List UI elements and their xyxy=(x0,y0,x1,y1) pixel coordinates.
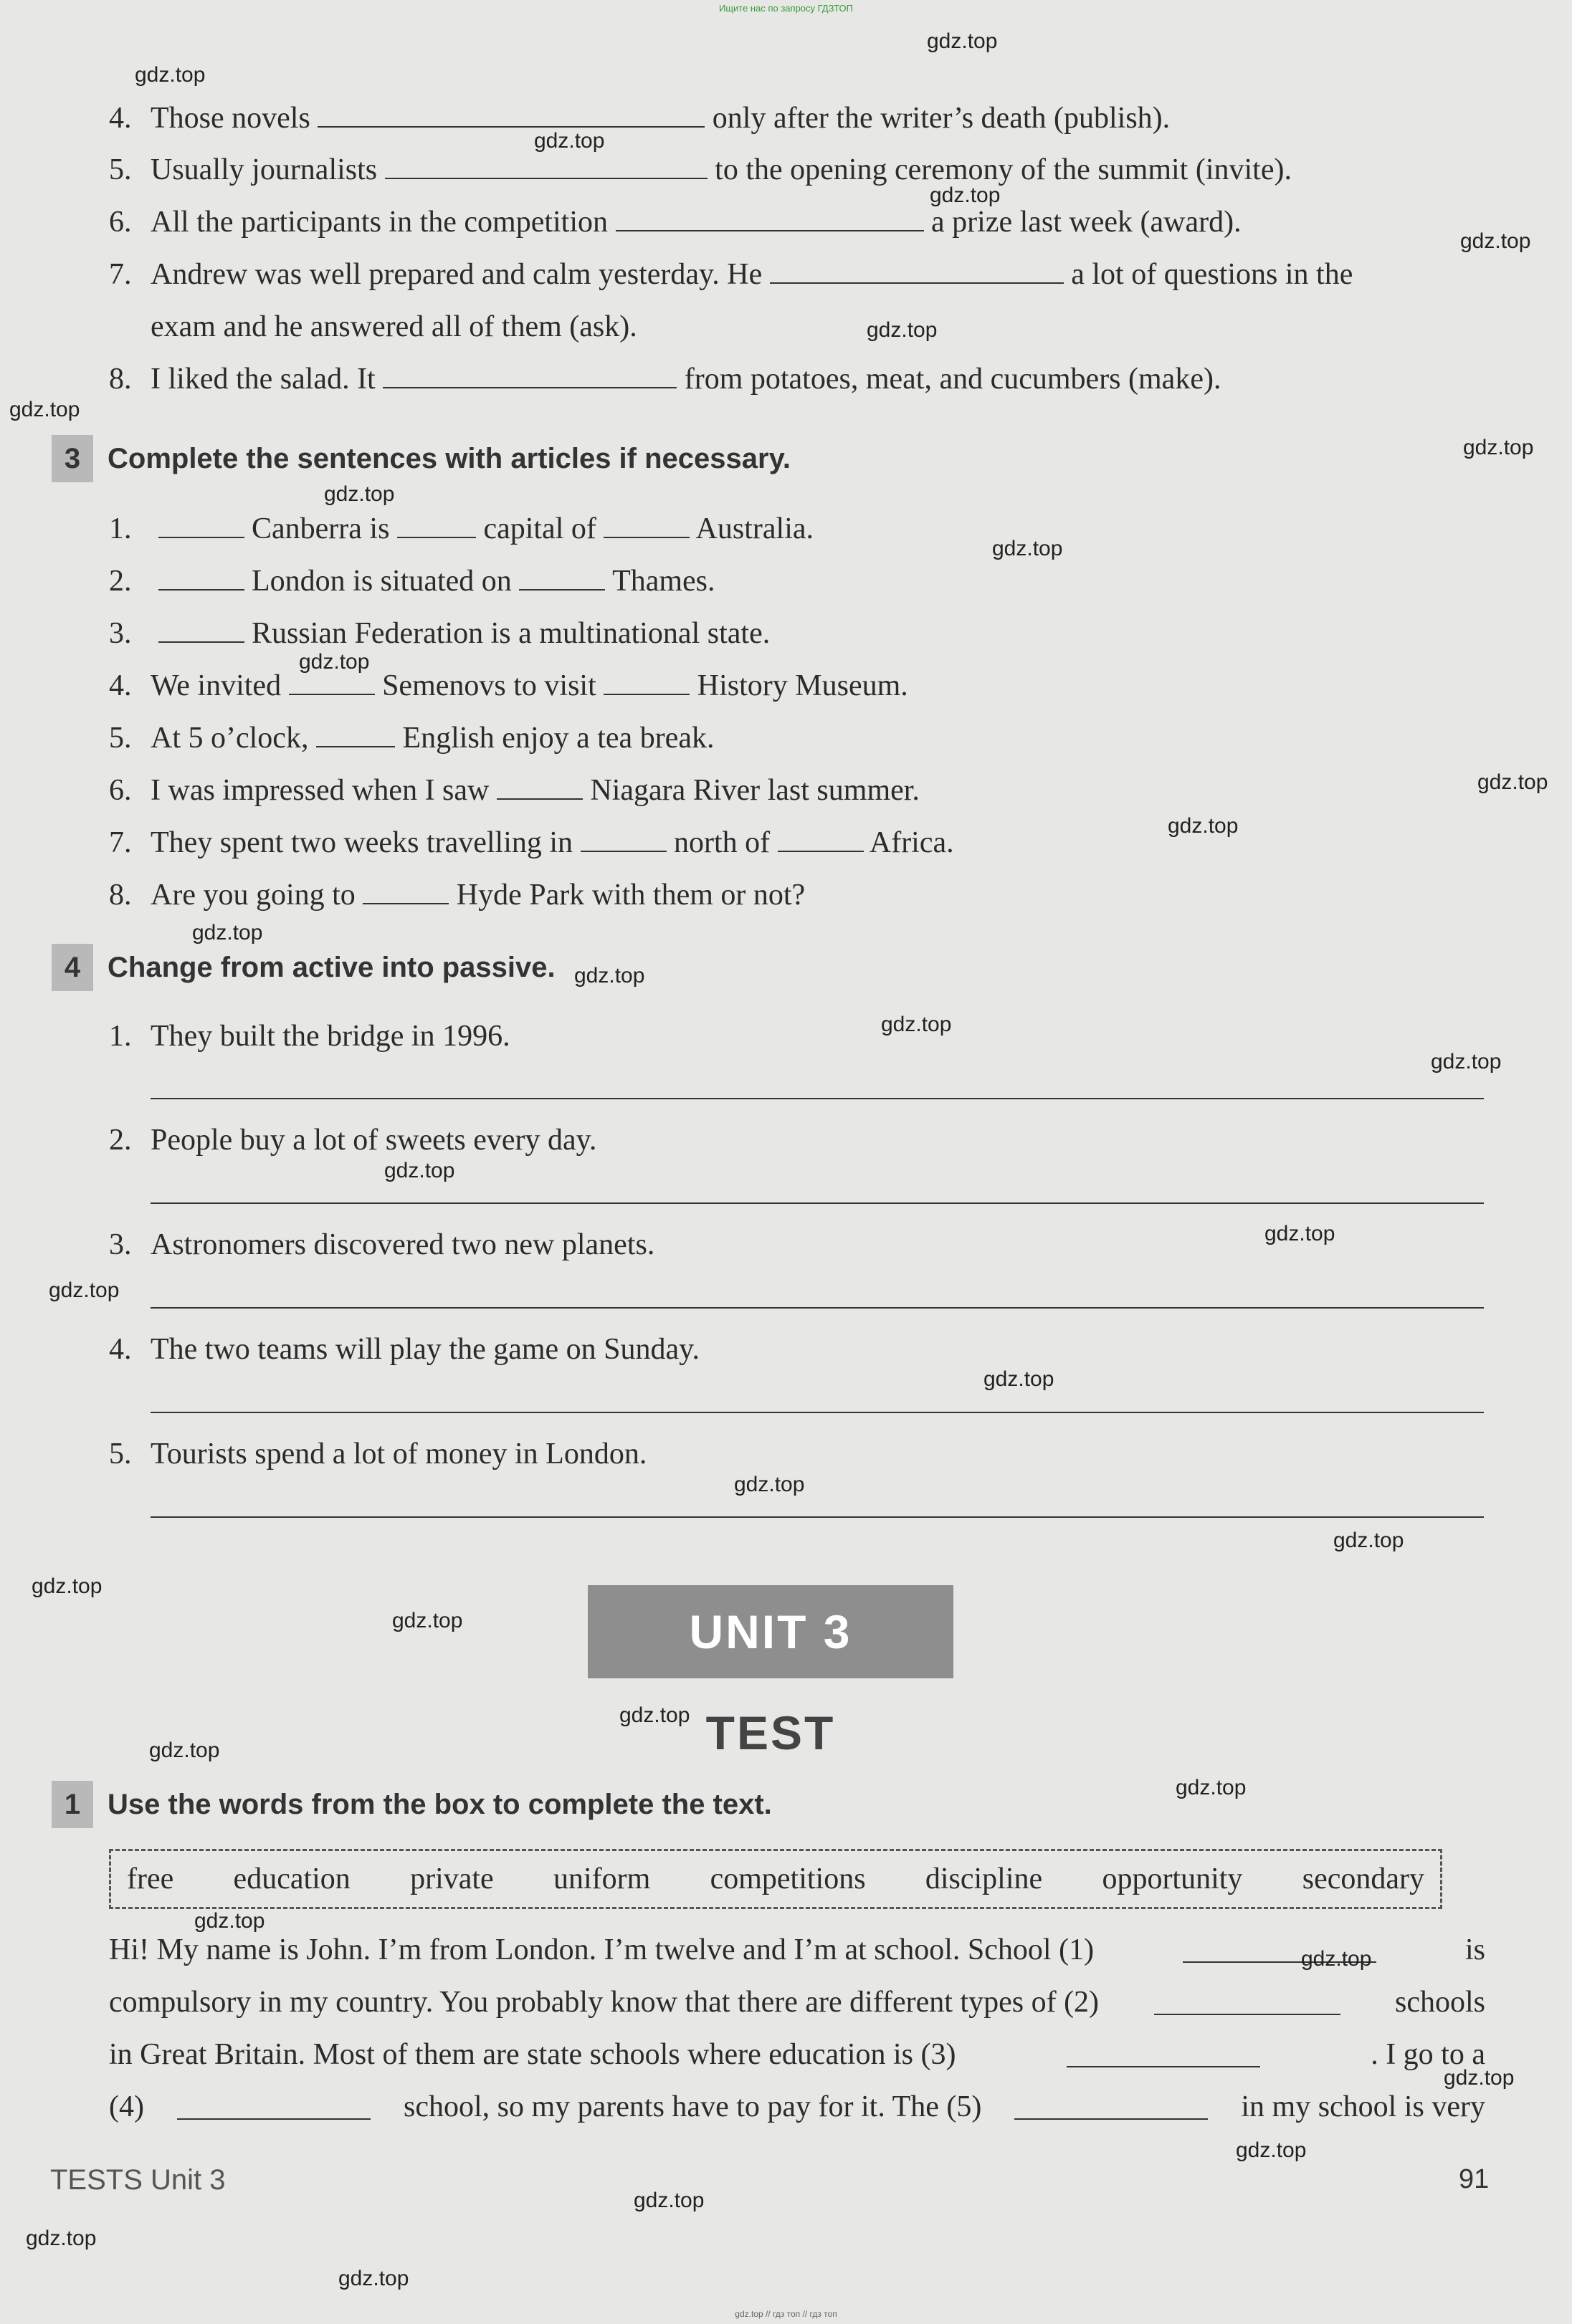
watermark: gdz.top xyxy=(49,1278,120,1302)
answer-line[interactable] xyxy=(151,1098,1484,1099)
answer-blank[interactable] xyxy=(1014,2094,1208,2120)
answer-blank[interactable] xyxy=(604,669,690,695)
watermark: gdz.top xyxy=(881,1013,952,1036)
watermark: gdz.top xyxy=(192,921,263,945)
watermark: gdz.top xyxy=(1431,1050,1502,1073)
watermark: gdz.top xyxy=(1333,1529,1404,1552)
answer-blank[interactable] xyxy=(1067,2042,1260,2067)
answer-blank[interactable] xyxy=(497,774,583,800)
ex3-item: 8. Are you going to Hyde Park with them or not? xyxy=(109,879,806,912)
word-box-item: competitions xyxy=(710,1862,866,1895)
answer-blank[interactable] xyxy=(383,363,677,388)
exercise-title: Change from active into passive. xyxy=(108,951,556,983)
word-box-item: discipline xyxy=(925,1862,1043,1895)
gap-fill-text xyxy=(109,1923,1485,2133)
text-row: (4) school, so my parents have to pay for it. The (5) in my school is very xyxy=(109,2090,1485,2123)
watermark: gdz.top xyxy=(149,1739,220,1762)
answer-line[interactable] xyxy=(151,1412,1484,1413)
ex4-item: 1. They built the bridge in 1996. xyxy=(109,1020,510,1053)
answer-blank[interactable] xyxy=(1154,1989,1340,2015)
watermark: gdz.top xyxy=(32,1574,103,1598)
answer-blank[interactable] xyxy=(397,512,476,538)
watermark: gdz.top xyxy=(1477,770,1548,794)
ex2-item: 8. I liked the salad. It from potatoes, meat, and cucumbers (make). xyxy=(109,363,1221,396)
answer-blank[interactable] xyxy=(158,565,244,590)
answer-blank[interactable] xyxy=(778,826,864,852)
watermark: gdz.top xyxy=(338,2267,409,2290)
ex2-item: 5. Usually journalists to the opening ceremony of the summit (invite). xyxy=(109,153,1292,186)
answer-blank[interactable] xyxy=(519,565,605,590)
watermark: gdz.top xyxy=(867,318,938,342)
word-box-item: private xyxy=(410,1862,494,1895)
watermark: gdz.top xyxy=(1236,2138,1307,2162)
watermark: gdz.top xyxy=(574,964,645,988)
exercise-number: 1 xyxy=(52,1781,93,1828)
ex3-item: 1. Canberra is capital of Australia. xyxy=(109,512,814,545)
ex3-item: 7. They spent two weeks travelling in north of Africa. xyxy=(109,826,954,859)
word-box-item: secondary xyxy=(1302,1862,1424,1895)
exercise-4-header xyxy=(52,944,556,991)
ex3-item: 5. At 5 o’clock, English enjoy a tea break. xyxy=(109,722,715,755)
watermark: gdz.top xyxy=(992,537,1063,560)
watermark: gdz.top xyxy=(299,650,370,674)
ex2-item: 6. All the participants in the competition a prize last week (award). xyxy=(109,206,1242,239)
watermark: gdz.top xyxy=(1176,1776,1247,1799)
answer-blank[interactable] xyxy=(177,2094,371,2120)
top-note: Ищите нас по запросу ГДЗТОП xyxy=(718,3,853,14)
word-box-item: opportunity xyxy=(1102,1862,1243,1895)
answer-blank[interactable] xyxy=(318,102,705,128)
watermark: gdz.top xyxy=(135,63,206,87)
ex4-item: 4. The two teams will play the game on Sunday. xyxy=(109,1333,700,1366)
answer-blank[interactable] xyxy=(616,206,924,231)
answer-blank[interactable] xyxy=(385,153,708,179)
watermark: gdz.top xyxy=(324,482,395,506)
watermark: gdz.top xyxy=(384,1159,455,1182)
ex3-item: 6. I was impressed when I saw Niagara River last summer. xyxy=(109,774,920,807)
watermark: gdz.top xyxy=(1463,436,1534,459)
exercise-title: Use the words from the box to complete the text. xyxy=(108,1788,772,1820)
watermark: gdz.top xyxy=(1444,2066,1515,2090)
watermark: gdz.top xyxy=(534,129,605,153)
exercise-number: 4 xyxy=(52,944,93,991)
watermark: gdz.top xyxy=(634,2189,705,2212)
ex2-item: 4. Those novels only after the writer’s death (publish). xyxy=(109,102,1171,135)
ex3-item: 2. London is situated on Thames. xyxy=(109,565,715,598)
answer-line[interactable] xyxy=(151,1202,1484,1204)
answer-blank[interactable] xyxy=(581,826,667,852)
footer-section: TESTS Unit 3 xyxy=(50,2164,226,2196)
answer-blank[interactable] xyxy=(158,617,244,643)
exercise-3-header xyxy=(52,435,791,482)
word-box-item: free xyxy=(127,1862,174,1895)
unit-banner: UNIT 3 xyxy=(588,1585,953,1678)
ex3-item: 4. We invited Semenovs to visit History Museum. xyxy=(109,669,908,702)
watermark: gdz.top xyxy=(927,29,998,53)
watermark: gdz.top xyxy=(9,398,80,421)
word-box-item: education xyxy=(233,1862,351,1895)
text-row: compulsory in my country. You probably know that there are different types of (2) schools xyxy=(109,1985,1485,2019)
exercise-1-header xyxy=(52,1781,772,1828)
answer-blank[interactable] xyxy=(770,258,1064,284)
watermark: gdz.top xyxy=(194,1909,265,1933)
ex4-item: 3. Astronomers discovered two new planets. xyxy=(109,1228,655,1261)
answer-blank[interactable] xyxy=(158,512,244,538)
watermark: gdz.top xyxy=(983,1367,1054,1391)
text-row: in Great Britain. Most of them are state schools where education is (3) . I go to a xyxy=(109,2037,1485,2071)
ex4-item: 2. People buy a lot of sweets every day. xyxy=(109,1124,597,1157)
watermark: gdz.top xyxy=(26,2227,97,2250)
ex4-item: 5. Tourists spend a lot of money in London. xyxy=(109,1438,647,1471)
watermark: gdz.top xyxy=(1301,1947,1372,1971)
test-title: TEST xyxy=(705,1706,836,1759)
page-number: 91 xyxy=(1459,2164,1490,2194)
watermark: gdz.top xyxy=(1168,814,1239,838)
ex2-item: 7. Andrew was well prepared and calm yesterday. He a lot of questions in the xyxy=(109,258,1353,291)
answer-blank[interactable] xyxy=(604,512,690,538)
exercise-number: 3 xyxy=(52,435,93,482)
ex2-item-continued: exam and he answered all of them (ask). xyxy=(151,310,637,343)
answer-line[interactable] xyxy=(151,1516,1484,1518)
watermark: gdz.top xyxy=(392,1609,463,1632)
watermark: gdz.top xyxy=(930,183,1001,207)
watermark: gdz.top xyxy=(1264,1222,1335,1245)
watermark: gdz.top xyxy=(1460,229,1531,253)
answer-blank[interactable] xyxy=(316,722,395,747)
answer-line[interactable] xyxy=(151,1307,1484,1309)
bottom-note: gdz.top // гдз топ // гдз топ xyxy=(735,2309,837,2319)
text-row: Hi! My name is John. I’m from London. I’m twelve and I’m at school. School (1) is xyxy=(109,1933,1485,1966)
word-box xyxy=(109,1849,1442,1909)
ex3-item: 3. Russian Federation is a multinational state. xyxy=(109,617,771,650)
exercise-title: Complete the sentences with articles if necessary. xyxy=(108,442,791,474)
watermark: gdz.top xyxy=(619,1703,690,1727)
word-box-item: uniform xyxy=(553,1862,651,1895)
answer-blank[interactable] xyxy=(363,879,449,904)
watermark: gdz.top xyxy=(734,1473,805,1496)
